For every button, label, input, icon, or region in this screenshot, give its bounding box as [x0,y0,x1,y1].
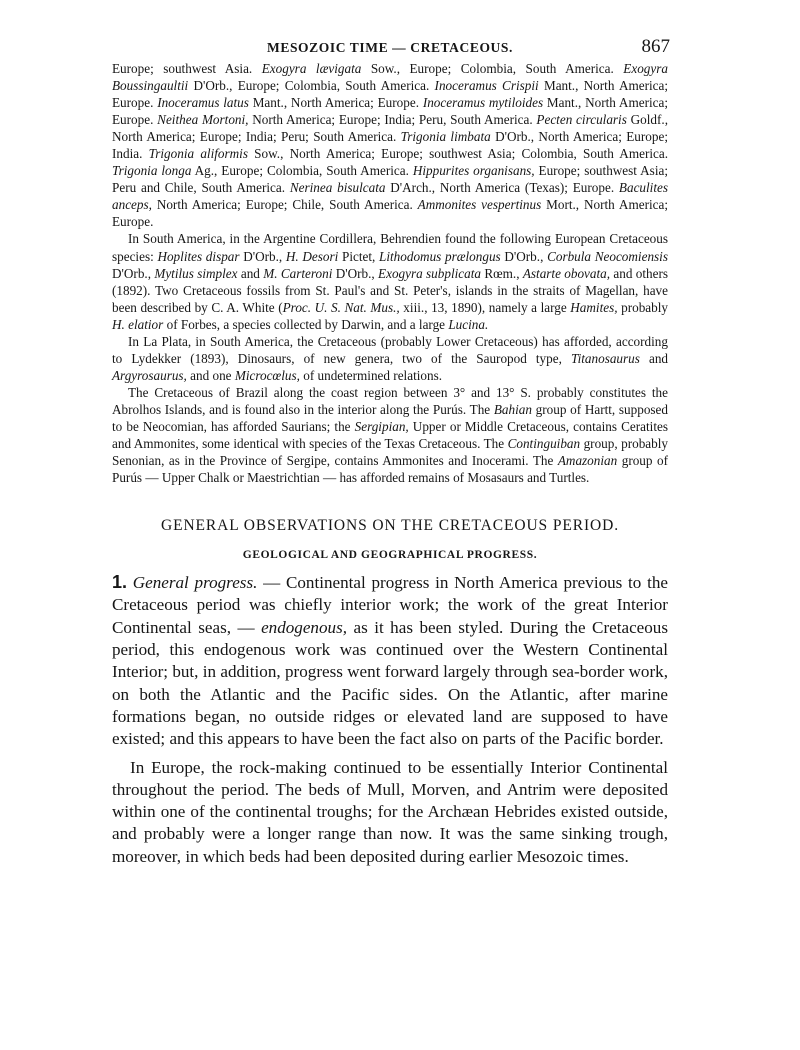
italic-term: endogenous, [261,617,347,637]
italic-term: Corbula Neocomiensis [547,248,668,264]
italic-term: Trigonia aliformis [148,146,248,162]
italic-term: Continguiban [507,436,581,452]
italic-term: Astarte obovata, [522,265,611,281]
running-header [112,34,668,60]
italic-term: Amazonian [557,453,618,469]
small-print-block [112,60,668,486]
subsection-title: GEOLOGICAL AND GEOGRAPHICAL PROGRESS. [242,549,538,562]
running-title: MESOZOIC TIME — CRETACEOUS. [267,40,513,55]
section-title: GENERAL OBSERVATIONS ON THE CRETACEOUS PERIOD. [160,517,619,535]
italic-term: Hoplites dispar [157,248,240,264]
brazil-paragraph: The Cretaceous of Brazil along the coast region between 3° and 13° S. probably constitutes the Abrolhos Islands, and is found also in the interior along the Purús. The Bahian group of Hartt, supposed to be Neocomian, has afforded Saurians; the Sergipian, Upper or Middle Cretaceous, contains Ceratites and Ammonites, some identical with species of the Texas Cretaceous. The Continguiban group, probably Senonian, as in the Province of Sergipe, contains Ammonites and Inocerami. The Amazonian group of Purús — Upper Chalk or Maestrichtian — has afforded remains of Mosasaurs and Turtles. [112,384,668,486]
italic-term: Ammonites vespertinus [417,197,542,213]
italic-term: Proc. U. S. Nat. Mus., [282,299,400,315]
italic-term: Inoceramus mytiloides [422,95,544,111]
main-text-block [112,571,668,868]
italic-term: Mytilus simplex [154,265,238,281]
italic-term: Hamites, [570,299,618,315]
italic-term: Baculites anceps, [112,180,668,213]
italic-term: Lucina. [448,316,489,332]
la-plata-paragraph: In La Plata, in South America, the Cretaceous (probably Lower Cretaceous) has afforded, according to Lydekker (1893), Dinosaurs, of new genera, two of the Sauropod type, Titanosaurus and Argyrosaurus, and one Microcœlus, of undetermined relations. [112,333,669,383]
italic-term: H. Desori [285,248,339,264]
page [112,34,668,868]
argentine-paragraph: In South America, in the Argentine Cordillera, Behrendien found the following European Cretaceous species: Hoplites dispar D'Orb., H. Desori Pictet, Lithodomus prælongus D'Orb., Corbula Neocomiensis D'Orb., Mytilus simplex and M. Carteroni D'Orb., Exogyra subplicata Rœm., Astarte obovata, and others (1892). Two Cretaceous fossils from St. Paul's and St. Peter's, islands in the straits of Magellan, have been described by C. A. White (Proc. U. S. Nat. Mus., xiii., 13, 1890), namely a large Hamites, probably H. elatior of Forbes, a species collected by Darwin, and a large Lucina. [112,231,668,332]
italic-term: Argyrosaurus, [112,367,187,383]
italic-term: Lithodomus prælongus [379,248,501,264]
italic-term: Exogyra Boussingaultii [112,61,668,94]
italic-term: Hippurites organisans, [412,163,535,179]
italic-term: Trigonia longa [112,163,192,179]
general-progress-paragraph [112,571,668,750]
italic-term: Exogyra lævigata [261,61,362,76]
paragraph-heading: General progress. [132,573,258,593]
italic-term: Nerinea bisulcata [289,180,386,196]
italic-term: Inoceramus Crispii [434,78,539,94]
italic-term: Bahian [493,401,532,417]
italic-term: Microcœlus, [234,367,300,383]
europe-paragraph: In Europe, the rock-making continued to be essentially Interior Continental throughout the period. The beds of Mull, Morven, and Antrim were deposited within one of the continental troughs; for the Archæan Hebrides existed outside, and probably were a longer range than now. It was the same sinking trough, moreover, in which beds had been deposited during earlier Mesozoic times. [112,757,668,866]
italic-term: Exogyra subplicata [378,265,481,281]
italic-term: Sergipian, [354,418,409,434]
general-progress-text: — Continental progress in North America previous to the Cretaceous period was chiefly interior work; the work of the great Interior Continental seas, — endogenous, as it has been styled. During the Cretaceous period, this endogenous work was continued over the Western Continental Interior; but, in addition, progress went forward largely through sea-border work, on both the Atlantic and the Pacific sides. On the Atlantic, after marine formations began, no outside ridges or elevated land are supposed to have existed; and this appears to have been the fact also on parts of the Pacific border. [112,573,668,749]
paragraph-number: 1. [112,572,128,593]
italic-term: Pecten circularis [536,112,627,128]
page-number: 867 [641,36,670,57]
italic-term: Trigonia limbata [400,129,491,145]
italic-term: Neithea Mortoni, [157,112,249,128]
species-list-paragraph: Europe; southwest Asia. Exogyra lævigata Sow., Europe; Colombia, South America. Exogyra Boussingaultii D'Orb., Europe; Colombia, South America. Inoceramus Crispii Mant., North America; Europe. Inoceramus latus Mant., North America; Europe. Inoceramus mytiloides Mant., North America; Europe. Neithea Mortoni, North America; Europe; India; Peru, South America. Pecten circularis Goldf., North America; Europe; India; Peru; South America. Trigonia limbata D'Orb., North America; Europe; India. Trigonia aliformis Sow., North America; Europe; southwest Asia; Colombia, South America. Trigonia longa Ag., Europe; Colombia, South America. Hippurites organisans, Europe; southwest Asia; Peru and Chile, South America. Nerinea bisulcata D'Arch., North America (Texas); Europe. Baculites anceps, North America; Europe; Chile, South America. Ammonites vespertinus Mort., North America; Europe. [112,61,669,230]
italic-term: H. elatior [112,316,164,332]
italic-term: Titanosaurus [570,350,640,366]
italic-term: Inoceramus latus [157,95,249,111]
italic-term: M. Carteroni [263,265,333,281]
